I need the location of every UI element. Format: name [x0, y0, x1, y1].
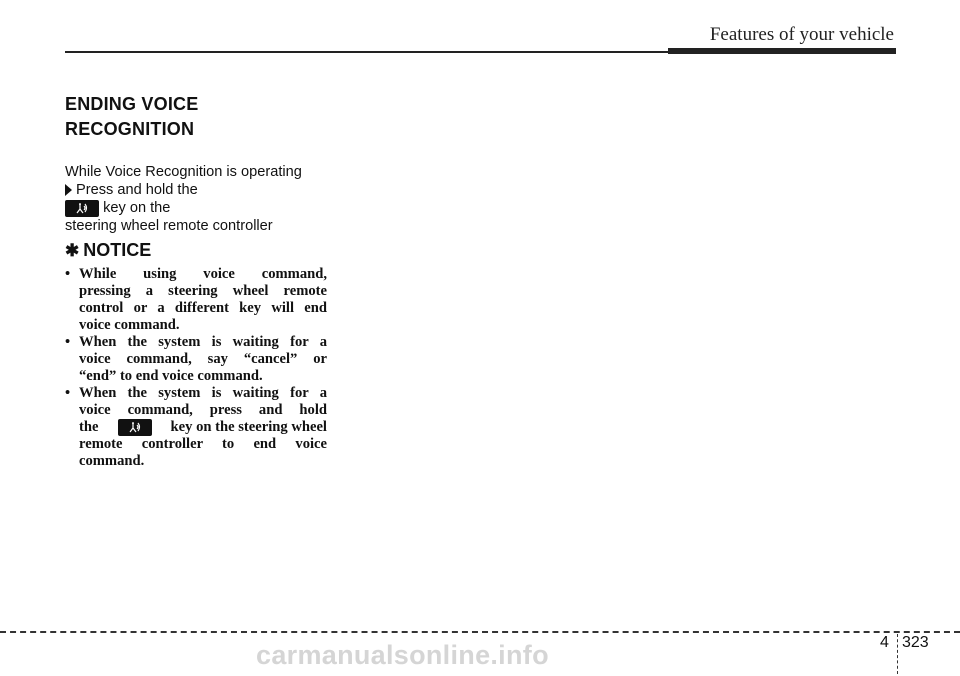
- list-item: [65, 385, 327, 470]
- step-text-before: Press and hold the: [76, 182, 198, 198]
- section-title-line1: ENDING VOICE: [65, 94, 199, 114]
- play-triangle-icon: [65, 184, 72, 196]
- footer-rule: [0, 631, 960, 633]
- intro-line: steering wheel remote controller: [65, 218, 273, 234]
- notice-line: voice command, say “cancel” or: [79, 351, 327, 367]
- notice-line: voice command.: [79, 317, 180, 333]
- notice-line: control or a different key will end: [79, 300, 327, 316]
- notice-line-with-key: [79, 419, 327, 436]
- star-cross-icon: ✱: [65, 240, 80, 260]
- bullet: •: [65, 334, 71, 350]
- voice-talk-key-icon: [65, 200, 99, 217]
- notice-title-text: NOTICE: [83, 240, 152, 260]
- chapter-number: 4: [880, 634, 889, 651]
- header-rule: [65, 51, 670, 53]
- voice-talk-key-icon: [118, 419, 152, 436]
- header-rule-accent: [668, 48, 896, 54]
- notice-text-after: key on the steering wheel: [170, 419, 327, 435]
- notice-line: command.: [79, 453, 145, 469]
- notice-line: “end” to end voice command.: [79, 368, 263, 384]
- notice-line: remote controller to end voice: [79, 436, 327, 452]
- header-title: Features of your vehicle: [709, 24, 894, 45]
- notice-line: voice command, press and hold: [79, 402, 327, 418]
- notice-line: When the system is waiting for a: [79, 334, 327, 350]
- intro-text: [65, 163, 327, 235]
- notice-line: pressing a steering wheel remote: [79, 283, 327, 299]
- section-title-line2: RECOGNITION: [65, 119, 195, 139]
- bullet: •: [65, 385, 71, 401]
- section-title: [65, 92, 365, 142]
- notice-line: When the system is waiting for a: [79, 385, 327, 401]
- step-text-after: key on the: [103, 200, 171, 216]
- notice-line: While using voice command,: [79, 266, 327, 282]
- notice-title: [65, 240, 151, 261]
- notice-list: [65, 266, 327, 470]
- page-number: 323: [902, 634, 929, 651]
- footer-divider: [897, 634, 898, 674]
- notice-text-before: the: [79, 419, 99, 435]
- watermark: carmanualsonline.info: [256, 640, 549, 670]
- intro-line: While Voice Recognition is operating: [65, 164, 302, 180]
- intro-step: [65, 181, 327, 217]
- bullet: •: [65, 266, 71, 282]
- list-item: [65, 334, 327, 385]
- list-item: [65, 266, 327, 334]
